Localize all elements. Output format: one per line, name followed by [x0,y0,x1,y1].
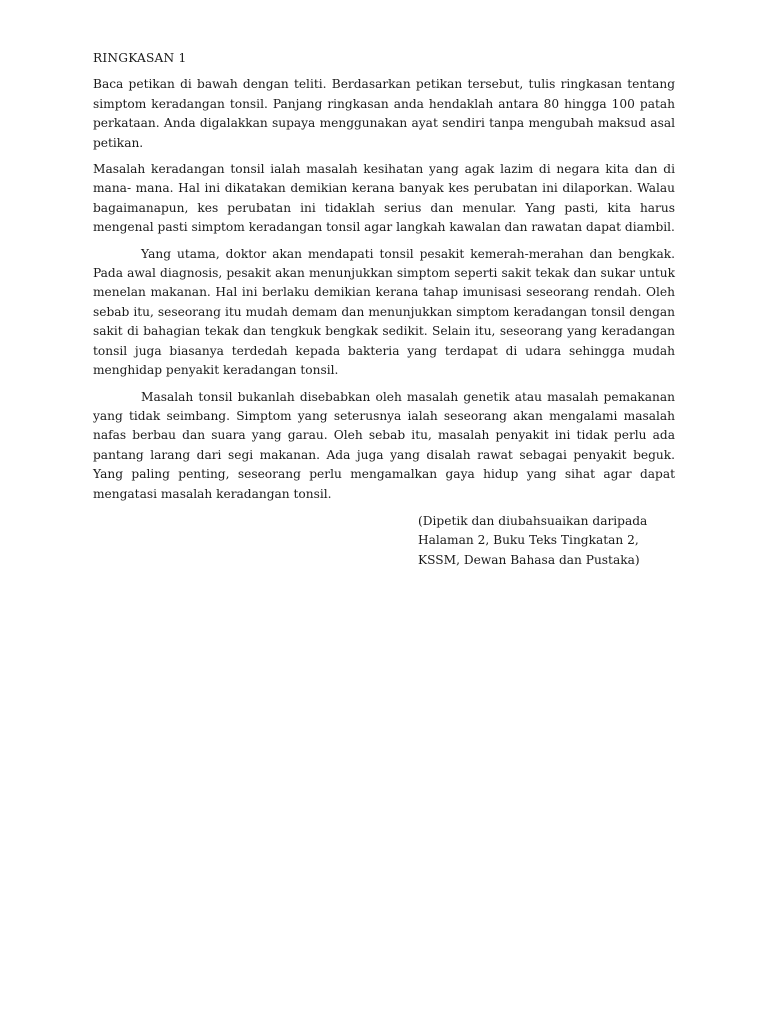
instruction-paragraph: Baca petikan di bawah dengan teliti. Berdasarkan petikan tersebut, tulis ringkasan tentang simptom keradangan tonsil. Panjang ringkasan anda hendaklah antara 80 hingga 100 patah perkataan. Anda digalakkan supaya menggunakan ayat sendiri tanpa mengubah maksud asal petikan. [93,77,675,150]
document-heading: RINGKASAN 1 [93,51,187,65]
passage-paragraph-1: Masalah keradangan tonsil ialah masalah kesihatan yang agak lazim di negara kita dan di mana- mana. Hal ini dikatakan demikian kerana banyak kes perubatan ini dilaporkan. Walau bagaimanapun, kes perubatan ini tidaklah serius dan menular. Yang pasti, kita harus mengenal pasti simptom keradangan tonsil agar langkah kawalan dan rawatan dapat diambil. [93,162,675,235]
passage-paragraph-3: Masalah tonsil bukanlah disebabkan oleh masalah genetik atau masalah pemakanan yang tidak seimbang. Simptom yang seterusnya ialah seseorang akan mengalami masalah nafas berbau dan suara yang garau. Oleh sebab itu, masalah penyakit ini tidak perlu ada pantang larang dari segi makanan. Ada juga yang disalah rawat sebagai penyakit beguk. Yang paling penting, seseorang perlu mengamalkan gaya hidup yang sihat agar dapat mengatasi masalah keradangan tonsil. [93,389,675,501]
citation-line-3: KSSM, Dewan Bahasa dan Pustaka) [418,552,640,567]
citation-line-2: Halaman 2, Buku Teks Tingkatan 2, [418,533,639,548]
passage-paragraph-2: Yang utama, doktor akan mendapati tonsil pesakit kemerah-merahan dan bengkak. Pada awal diagnosis, pesakit akan menunjukkan simptom seperti sakit tekak dan sukar untuk menelan makanan. Hal ini berlaku demikian kerana tahap imunisasi seseorang rendah. Oleh sebab itu, seseorang itu mudah demam dan menunjukkan simptom keradangan tonsil dengan sakit di bahagian tekak dan tengkuk bengkak sedikit. Selain itu, seseorang yang keradangan tonsil juga biasanya terdedah kepada bakteria yang terdapat di udara sehingga mudah menghidap penyakit keradangan tonsil. [93,246,675,378]
citation-line-1: (Dipetik dan diubahsuaikan daripada [418,513,648,528]
source-citation [418,512,675,570]
document-page [93,49,675,570]
